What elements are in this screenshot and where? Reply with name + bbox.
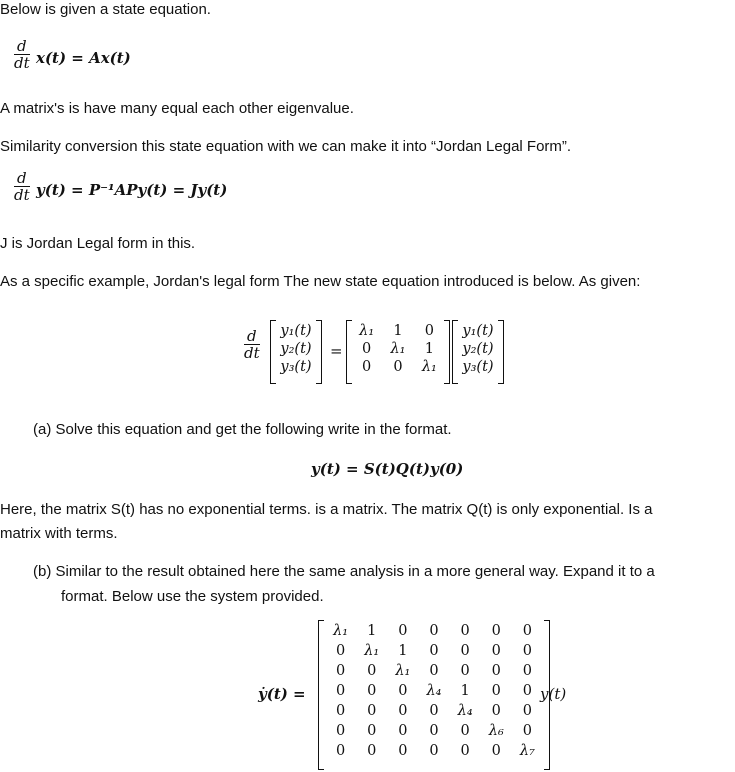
part-b-text-line-2: format. Below use the system provided. [61,588,324,605]
similarity-text: Similarity conversion this state equation with we can make it into “Jordan Legal Form”. [0,138,572,155]
matrix-entry: 0 [460,643,470,659]
matrix-entry: 1 [424,341,434,357]
matrix-entry: 0 [367,743,377,759]
matrix-entry: y₂(t) [280,341,312,357]
matrix-entry: 0 [335,683,346,699]
matrix-entry: 1 [393,323,403,339]
matrix-entry: 0 [429,663,439,679]
matrix-entry: 0 [460,663,470,679]
derivative-denominator: dt [244,344,260,362]
matrix-entry: λ₄ [457,703,473,719]
matrix-entry: 0 [491,683,501,699]
solution-format: y(t) = S(t)Q(t)y(0) [311,460,464,478]
derivative-fraction-3 [244,328,260,361]
matrix-entry: y₃(t) [280,359,312,375]
matrix-entry: 0 [522,663,533,679]
matrix-entry: 0 [398,703,408,719]
y-vector-right [452,320,504,384]
matrix-entry: 0 [335,723,346,739]
matrix-entry: 0 [522,703,533,719]
matrix-entry: 0 [491,743,501,759]
matrix-entry: 0 [429,623,439,639]
matrix-entry: 0 [424,323,434,339]
matrix-entry: λ₆ [488,723,504,739]
ydot-rhs: y(t) [540,685,567,703]
jordan-matrix-7x7 [318,620,550,770]
matrix-entry: λ₁ [390,341,406,357]
matrix-entry: 0 [429,723,439,739]
matrix-entry: 0 [367,723,377,739]
matrix-entry: 0 [362,341,372,357]
matrix-entry: λ₁ [421,359,437,375]
ydot-lhs: ẏ(t) = [258,685,306,703]
matrix-entry: λ₁ [333,623,349,639]
matrix-entry: λ₁ [395,663,411,679]
y-vector-left [270,320,322,384]
matrix-entry: 0 [398,743,408,759]
matrix-entry: 1 [460,683,470,699]
matrix-entry: 0 [398,683,408,699]
jordan-matrix-3x3 [346,320,450,384]
derivative-numerator: d [17,37,27,55]
matrix-entry: 0 [491,663,501,679]
matrix-entry: 0 [429,703,439,719]
matrix-entry: λ₇ [519,743,535,759]
matrix-entry: 0 [522,643,533,659]
matrix-entry: 0 [522,683,533,699]
matrix-entry: 1 [398,643,408,659]
matrix-entry: 0 [522,723,533,739]
matrix-entry: 0 [367,663,377,679]
eigenvalue-text: A matrix's is have many equal each other eigenvalue. [0,100,354,117]
derivative-numerator: d [17,169,27,187]
here-text-line-1: Here, the matrix S(t) has no exponential terms. is a matrix. The matrix Q(t) is only exponential. Is a [0,501,653,518]
matrix-entry: 0 [460,743,470,759]
derivative-denominator: dt [14,186,30,204]
matrix-entry: λ₄ [426,683,442,699]
matrix-entry: 0 [335,703,346,719]
matrix-entry: 0 [398,723,408,739]
matrix-entry: 0 [335,663,346,679]
derivative-numerator: d [247,327,257,345]
matrix-entry: 0 [491,623,501,639]
matrix-entry: 0 [460,723,470,739]
jordan-text: J is Jordan Legal form in this. [0,235,196,252]
matrix-entry: 0 [398,623,408,639]
jordan-equation: y(t) = P⁻¹APy(t) = Jy(t) [36,181,228,199]
matrix-entry: 0 [393,359,403,375]
part-b-text-line-1: (b) Similar to the result obtained here the same analysis in a more general way. Expand it to a [33,563,655,580]
matrix-entry: 0 [429,743,439,759]
matrix-entry: y₃(t) [462,359,494,375]
matrix-entry: λ₁ [364,643,380,659]
intro-text: Below is given a state equation. [0,1,211,18]
matrix-entry: λ₁ [359,323,375,339]
example-text: As a specific example, Jordan's legal form The new state equation introduced is below. As given: [0,273,641,290]
derivative-fraction-1 [14,38,30,71]
matrix-entry: 0 [335,643,346,659]
matrix-entry: 0 [429,643,439,659]
derivative-fraction-2 [14,170,30,203]
matrix-entry: 0 [367,703,377,719]
here-text-line-2: matrix with terms. [0,525,118,542]
matrix-entry: 0 [491,643,501,659]
matrix-entry: 0 [491,703,501,719]
matrix-entry: y₂(t) [462,341,494,357]
matrix-entry: 0 [335,743,346,759]
matrix-entry: 0 [460,623,470,639]
part-a-text: (a) Solve this equation and get the following write in the format. [33,421,452,438]
derivative-denominator: dt [14,54,30,72]
matrix-entry: y₁(t) [280,323,312,339]
matrix-entry: 0 [362,359,372,375]
equals-sign: = [330,342,343,360]
matrix-entry: 0 [522,623,533,639]
matrix-entry: 1 [367,623,377,639]
matrix-entry: 0 [367,683,377,699]
state-equation: x(t) = Ax(t) [36,49,131,67]
matrix-entry: y₁(t) [462,323,494,339]
